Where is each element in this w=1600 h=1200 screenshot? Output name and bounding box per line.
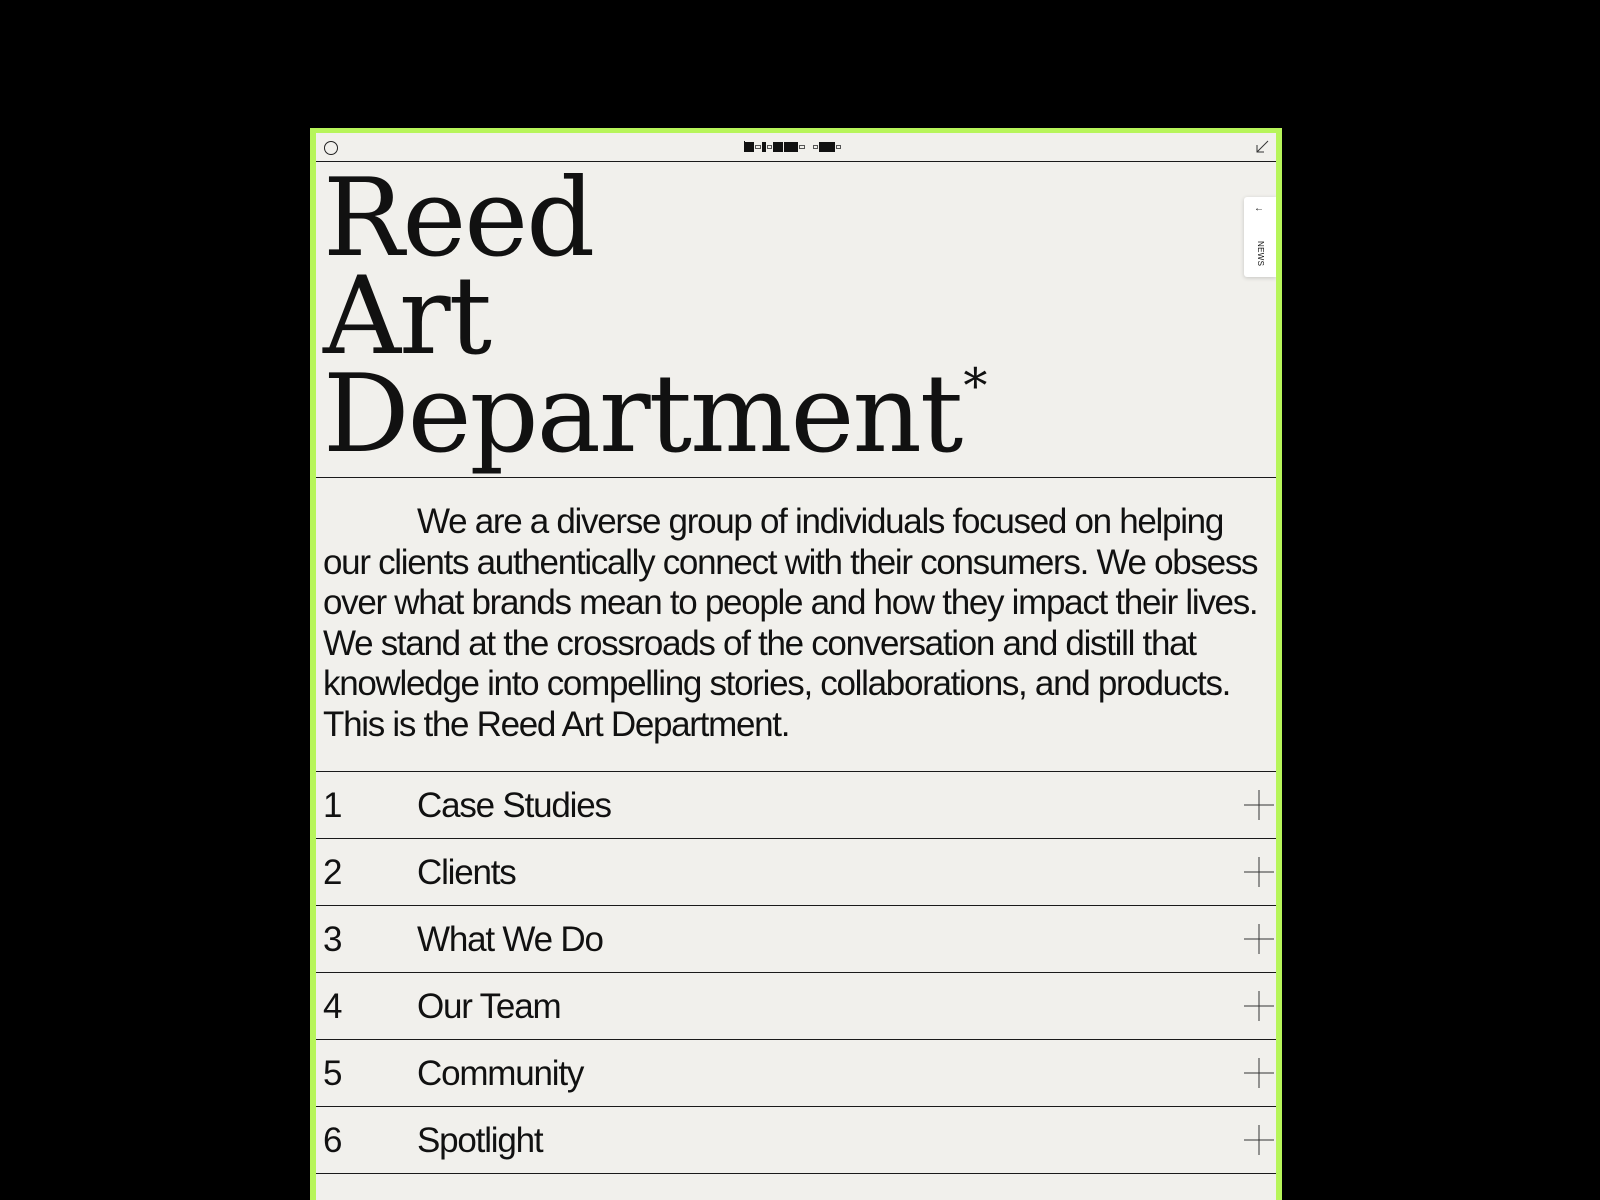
site-logo-text — [744, 141, 745, 142]
section-list — [316, 772, 1276, 1174]
site-logo[interactable] — [744, 141, 841, 153]
section-item-case-studies[interactable] — [316, 772, 1276, 839]
section-number: 6 — [323, 1121, 342, 1160]
section-number: 1 — [323, 786, 342, 825]
plus-icon[interactable] — [1244, 1058, 1274, 1088]
section-label: Case Studies — [417, 786, 611, 825]
page-title — [316, 156, 1276, 478]
circle-icon[interactable] — [324, 141, 338, 155]
title-line-3 — [323, 352, 1276, 477]
arrow-down-left-icon[interactable] — [1254, 139, 1270, 155]
title-line-1: Reed — [323, 156, 594, 281]
title-line-2: Art — [323, 254, 491, 379]
plus-icon[interactable] — [1244, 991, 1274, 1021]
section-number: 3 — [323, 920, 342, 959]
section-item-spotlight[interactable] — [316, 1107, 1276, 1174]
top-bar — [316, 133, 1276, 162]
intro-paragraph: We are a diverse group of individuals focused on helping our clients authentically connect with their consumers. We obsess over what brands mean to people and how they impact their lives. We stand at the crossroads of the conversation and distill that knowledge into compelling stories, collaborations, and products. This is the Reed Art Department. — [316, 478, 1276, 772]
news-tab-label: NEWS — [1256, 241, 1265, 267]
section-label: Clients — [417, 853, 516, 892]
section-item-what-we-do[interactable] — [316, 906, 1276, 973]
plus-icon[interactable] — [1244, 857, 1274, 887]
section-item-our-team[interactable] — [316, 973, 1276, 1040]
section-label: Community — [417, 1054, 584, 1093]
section-number: 5 — [323, 1054, 342, 1093]
page — [316, 133, 1276, 1200]
arrow-left-icon: ← — [1254, 203, 1264, 214]
section-number: 2 — [323, 853, 342, 892]
section-item-community[interactable] — [316, 1040, 1276, 1107]
section-number: 4 — [323, 987, 342, 1026]
plus-icon[interactable] — [1244, 790, 1274, 820]
plus-icon[interactable] — [1244, 924, 1274, 954]
browser-frame — [310, 128, 1282, 1200]
section-label: Our Team — [417, 987, 561, 1026]
plus-icon[interactable] — [1244, 1125, 1274, 1155]
title-line-3-text: Department — [323, 352, 962, 477]
news-tab[interactable] — [1244, 197, 1276, 277]
section-item-clients[interactable] — [316, 839, 1276, 906]
asterisk-mark: * — [963, 358, 986, 414]
section-label: Spotlight — [417, 1121, 543, 1160]
section-label: What We Do — [417, 920, 603, 959]
